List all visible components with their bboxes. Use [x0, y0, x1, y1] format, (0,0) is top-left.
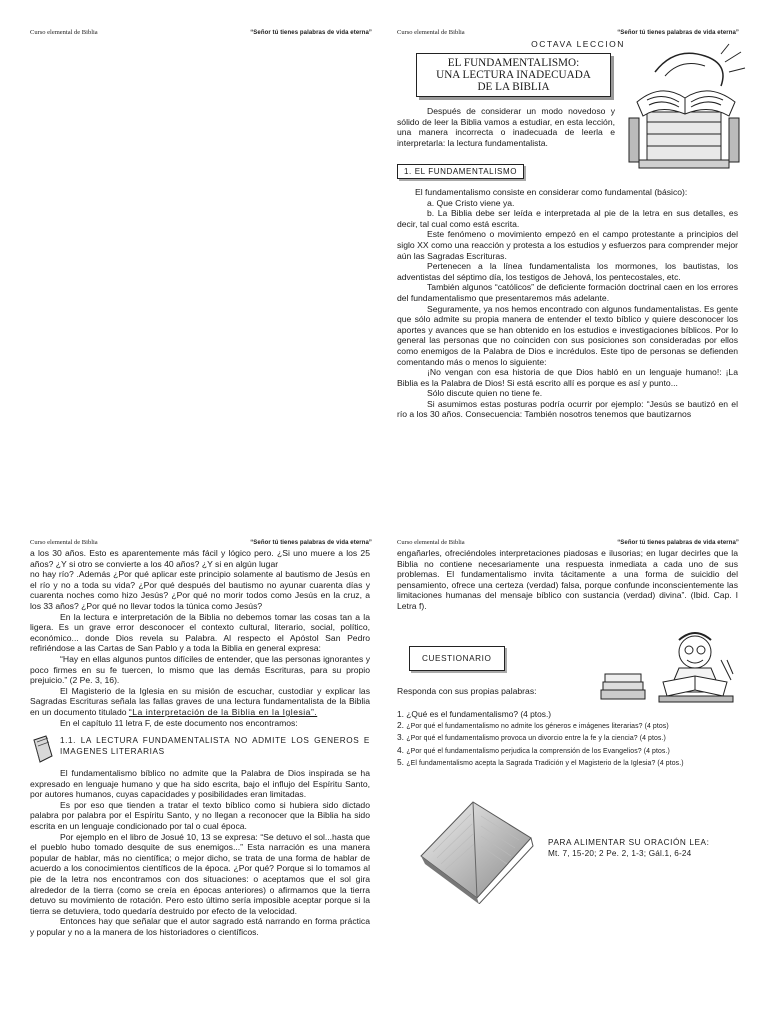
item-b: b. La Biblia debe ser leída e interpretada al pie de la letra en sus detalles, es decir, tal cual como está escrita. — [397, 208, 738, 229]
motto: “Señor tú tienes palabras de vida eterna” — [617, 30, 739, 36]
page-3-body — [30, 548, 370, 938]
question-list — [397, 709, 747, 769]
paragraph: Si asumimos estas posturas podría ocurrir por ejemplo: “Jesús se bautizó en el río a los 30 años. Consecuencia: También nosotros tenemos que bautizarnos — [397, 398, 738, 420]
question-1 — [397, 709, 747, 720]
paragraph: engañarles, ofreciéndoles interpretaciones piadosas e ilusorias; en lugar decirles que la Biblia no contiene necesariamente una respuesta inmediata a cada uno de sus problemas. El fundamentalismo invita tácitamente a una forma de suicidio del pensamiento, ofrece una certeza (verdad) falsa, porque confunde inconscientemente las limitaciones humanas del mensaje bíblico con sustancia (verdad) divina”. (Ibid. Cap. I Letra f). — [397, 548, 738, 611]
motto: “Señor tú tienes palabras de vida eterna” — [250, 30, 372, 36]
subsection-1-1-title: 1.1. LA LECTURA FUNDAMENTALISTA NO ADMITE LOS GENEROS E IMAGENES LITERARIAS — [60, 736, 370, 756]
motto: “Señor tú tienes palabras de vida eterna” — [617, 540, 739, 546]
question-3 — [397, 732, 747, 744]
title-line-1: EL FUNDAMENTALISMO: — [447, 57, 580, 69]
instruction: Responda con sus propias palabras: — [397, 686, 537, 696]
question-number: 4. — [397, 744, 407, 755]
paragraph: El fundamentalismo bíblico no admite que la Palabra de Dios inspirada se ha expresado en lenguaje humano y que ha sido escrita, bajo el influjo del Espíritu Santo, por autores humanos, cuyas capacidades y posibilidades eran limitadas. — [30, 768, 370, 800]
course-name: Curso elemental de Biblia — [397, 539, 465, 546]
subsection-heading-block — [30, 734, 370, 768]
paragraph — [30, 686, 370, 718]
paragraph: En la lectura e interpretación de la Biblia no debemos tomar las cosas tan a la ligera. Es un grave error desconocer el contexto cultural, literario, social, político, económico... donde Dios revela su Palabra. Al respecto el Apóstol San Pedro refiriéndose a las Cartas de San Pablo y a toda la Biblia en general expresa: — [30, 611, 370, 654]
closed-book-icon — [30, 734, 54, 764]
section-1-heading: 1. EL FUNDAMENTALISMO — [397, 164, 524, 179]
quote: ¡No vengan con esa historia de que Dios habló en un lenguaje humano!: ¡La Biblia es la Palabra de Dios! Si está escrito allí es porque es así y punto... — [397, 367, 738, 388]
cuestionario-heading: CUESTIONARIO — [409, 646, 505, 671]
lesson-label: OCTAVA LECCION — [531, 39, 625, 49]
page-header — [397, 28, 749, 38]
page-3 — [30, 538, 382, 1018]
title-line-2: UNA LECTURA INADECUADA — [436, 69, 591, 81]
motto: “Señor tú tienes palabras de vida eterna” — [250, 540, 372, 546]
paragraph: Seguramente, ya nos hemos encontrado con algunos fundamentalistas. Es gente que sólo admite su propia manera de entender el texto bíblico y quiere desconocer los aportes y avances que se han obtenido en los estudios e investigaciones bíblicos. Por lo general las personas que no coinciden con sus posiciones son consideradas por ellos como enemigos de la Palabra de Dios e incrédulos. Este tipo de personas se defienden comentando más o menos lo siguiente: — [397, 303, 738, 367]
page-2 — [397, 28, 749, 508]
page-header — [30, 538, 382, 548]
question-text: ¿El fundamentalismo acepta la Sagrada Tradición y el Magisterio de la Iglesia? (4 ptos.) — [406, 759, 684, 767]
paragraph: También algunos “católicos” de deficiente formación doctrinal caen en los errores del fundamentalismo que presentaremos más adelante. — [397, 282, 738, 303]
question-number: 5. — [397, 756, 407, 767]
prayer-title: PARA ALIMENTAR SU ORACIÓN LEA: — [548, 838, 710, 847]
page-4-body — [397, 548, 738, 612]
paragraph: Pertenecen a la línea fundamentalista los mormones, los bautistas, los adventistas del séptimo día, los testigos de Jehová, los pentecostales, etc. — [397, 261, 738, 282]
question-text: 1. ¿Qué es el fundamentalismo? (4 ptos.) — [397, 709, 552, 719]
paragraph-text: El Magisterio de la Iglesia en su misión de escuchar, custodiar y explicar las Sagradas Escrituras señala las fallas graves de una lectura fundamentalista de la Biblia en un documento titulado — [30, 685, 370, 717]
page-header — [397, 538, 749, 548]
item-a: a. Que Cristo viene ya. — [427, 197, 515, 208]
question-2 — [397, 720, 747, 732]
definition: El fundamentalismo consiste en considerar como fundamental (básico): — [415, 187, 688, 197]
paragraph: Por ejemplo en el libro de Josué 10, 13 se expresa: “Se detuvo el sol...hasta que el pueblo hubo tomado desquite de sus enemigos...” Esta narración es una manera popular de hablar, más no científica; o mejor dicho, se trata de una forma de hablar de acuerdo a los conocimientos científicos de la época. ¿Por qué? Porque si lo tomamos al pie de la letra nos encontramos con dos situaciones: o aceptamos que el sol gira alrededor de la tierra (como se creía en épocas anteriores) o afirmamos que la tierra detuvo su movimiento de rotación. Pero esto último sería imposible aceptar porque si la tierra se detuviera, todo quedaría destruido por efecto de la velocidad. — [30, 831, 370, 916]
title-line-3: DE LA BIBLIA — [477, 81, 550, 93]
page-4 — [397, 538, 749, 1018]
paragraph: no hay río? .Además ¿Por qué aplicar este principio solamente al bautismo de Jesús en el río y no a toda su vida? ¿Por qué después del bautismo no ayunar cuarenta días y cuarenta noches como hizo Jesús? ¿Por qué no morir todos como Jesús en la cruz, a los 33 años? ¿Por qué no llevar todos la túnica como Jesús? — [30, 569, 370, 611]
course-name: Curso elemental de Biblia — [397, 29, 465, 36]
question-4 — [397, 745, 747, 757]
scripture-quote: “Hay en ellas algunos puntos difíciles de entender, que las personas ignorantes y poco firmes en su fe tuercen, lo mismo que las demás Escrituras, para su propio prejuicio.” (2 Pe. 3, 16). — [30, 653, 370, 686]
question-5 — [397, 757, 747, 769]
course-name: Curso elemental de Biblia — [30, 539, 98, 546]
page-header — [30, 28, 382, 38]
question-number: 3. — [397, 732, 407, 743]
paragraph: a los 30 años. Esto es aparentemente más fácil y lógico pero. ¿Si uno muere a los 25 años? ¿Y si otro se convierte a los 40 años? ¿Y si en algún lugar — [30, 548, 370, 569]
course-name: Curso elemental de Biblia — [30, 29, 98, 36]
question-text: ¿Por qué el fundamentalismo provoca un divorcio entre la fe y la ciencia? (4 ptos.) — [406, 735, 666, 743]
ancient-book-icon — [625, 42, 749, 170]
page-1 — [30, 28, 382, 508]
document-title: “La interpretación de la Biblia en la Iglesia”. — [128, 706, 318, 717]
paragraph: Este fenómeno o movimiento empezó en el campo protestante a principios del siglo XX como una reacción y protesta a los estudios y esfuerzos para comprender mejor aún las Sagradas Escrituras. — [397, 229, 738, 261]
intro-paragraph — [397, 106, 615, 148]
page-2-body — [397, 187, 738, 420]
paragraph: Sólo discute quien no tiene fe. — [427, 388, 543, 399]
student-reading-icon — [599, 630, 737, 710]
question-text: ¿Por qué el fundamentalismo no admite los géneros e imágenes literarias? (4 ptos) — [406, 723, 669, 731]
question-number: 2. — [397, 720, 407, 731]
intro-text: Después de considerar un modo novedoso y sólido de leer la Biblia vamos a estudiar, en esta lección, una manera incorrecta o inadecuada de leerla e interpretarla: la lectura fundamentalista. — [397, 106, 615, 148]
prayer-references: Mt. 7, 15-20; 2 Pe. 2, 1-3; Gál.1, 6-24 — [548, 848, 692, 858]
lesson-title-box — [416, 53, 611, 97]
open-book-icon — [411, 794, 539, 904]
prayer-block — [548, 838, 748, 859]
paragraph: En el capítulo 11 letra F, de este documento nos encontramos: — [60, 717, 298, 728]
paragraph: Entonces hay que señalar que el autor sagrado está narrando en forma práctica y popular y no a la manera de los historiadores o científicos. — [30, 916, 370, 937]
paragraph: Es por eso que tienden a tratar el texto bíblico como si hubiera sido dictado palabra por palabra por el Espíritu Santo, y no llegan a reconocer que la Biblia ha sido escrita en un lenguaje condicionado por tal o cual época. — [30, 799, 370, 832]
question-text: ¿Por qué el fundamentalismo perjudica la comprensión de los Evangelios? (4 ptos.) — [406, 747, 670, 755]
